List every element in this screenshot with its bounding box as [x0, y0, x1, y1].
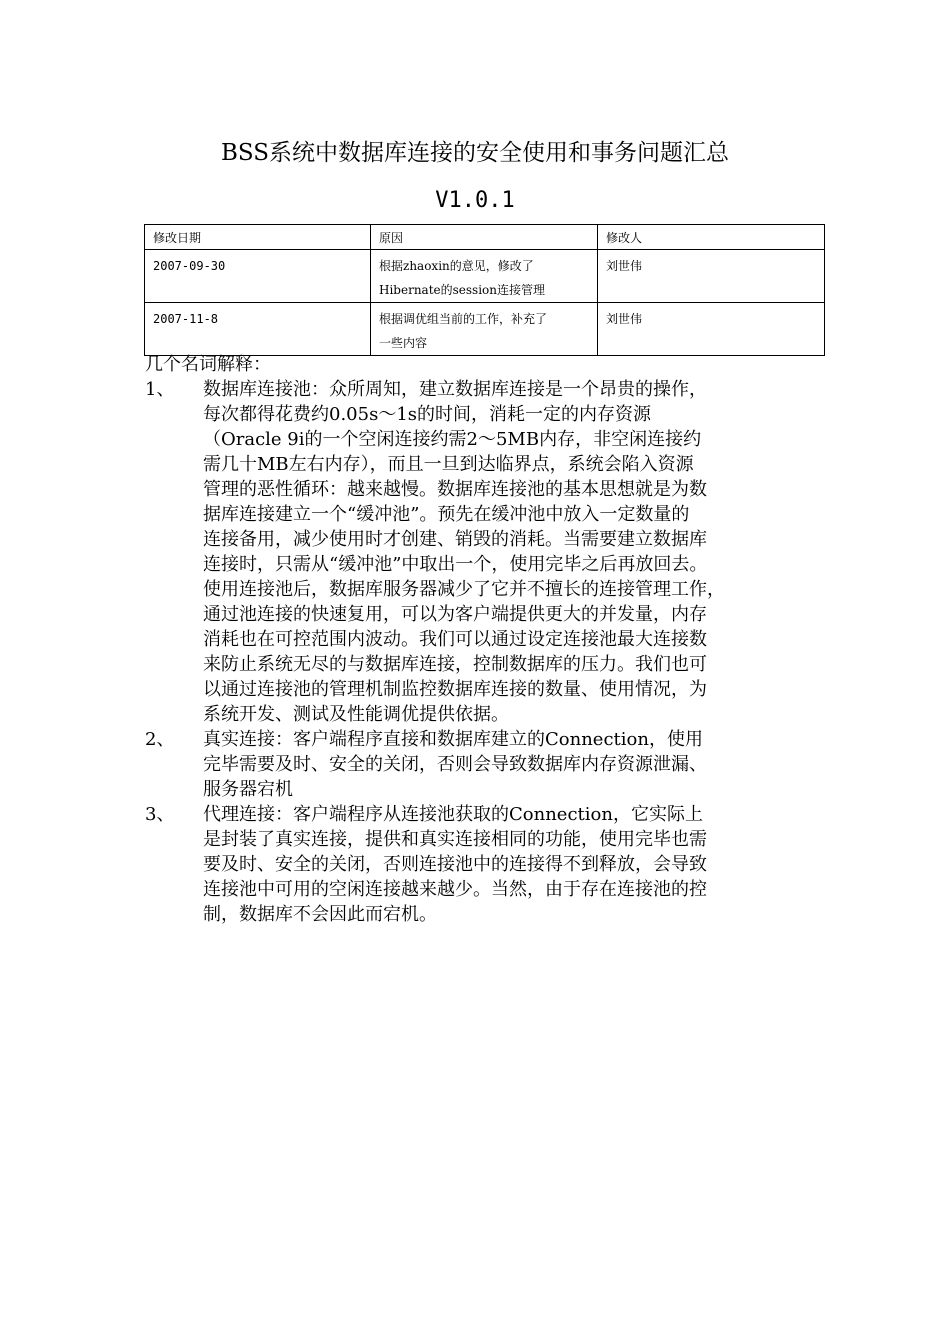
item-line: 来防止系统无尽的与数据库连接，控制数据库的压力。我们也可 — [203, 654, 707, 675]
document-title: BSS系统中数据库连接的安全使用和事务问题汇总 — [220, 140, 729, 166]
item-body — [203, 377, 825, 727]
revision-reason — [371, 303, 598, 356]
revision-date: 2007-09-30 — [145, 250, 371, 303]
item-line: 通过池连接的快速复用，可以为客户端提供更大的并发量，内存 — [203, 604, 707, 625]
table-row — [145, 303, 825, 356]
term-item-proxy-connection — [145, 802, 825, 927]
reason-line: Hibernate的session连接管理 — [379, 283, 545, 297]
item-line: 连接备用，减少使用时才创建、销毁的消耗。当需要建立数据库 — [203, 529, 707, 550]
term-item-connection-pool — [145, 377, 825, 727]
revision-date: 2007-11-8 — [145, 303, 371, 356]
term-item-real-connection — [145, 727, 825, 802]
item-number: 2、 — [145, 729, 175, 750]
revision-reason — [371, 250, 598, 303]
item-number: 1、 — [145, 379, 175, 400]
terms-heading: 几个名词解释： — [145, 354, 271, 375]
item-line: 每次都得花费约0.05s～1s的时间，消耗一定的内存资源 — [203, 404, 652, 425]
item-line: 服务器宕机 — [203, 779, 293, 800]
item-body — [203, 802, 825, 927]
item-body — [203, 727, 825, 802]
item-line: 系统开发、测试及性能调优提供依据。 — [203, 704, 509, 725]
header-author: 修改人 — [598, 225, 825, 250]
document-version: V1.0.1 — [435, 188, 515, 213]
table-header-row — [145, 225, 825, 250]
revision-author: 刘世伟 — [598, 250, 825, 303]
item-line: 以通过连接池的管理机制监控数据库连接的数量、使用情况，为 — [203, 679, 707, 700]
item-line: 连接池中可用的空闲连接越来越少。当然，由于存在连接池的控 — [203, 879, 707, 900]
item-line: 是封装了真实连接，提供和真实连接相同的功能，使用完毕也需 — [203, 829, 707, 850]
header-reason: 原因 — [371, 225, 598, 250]
item-number: 3、 — [145, 804, 175, 825]
revision-author: 刘世伟 — [598, 303, 825, 356]
reason-line: 根据调优组当前的工作，补充了 — [379, 312, 548, 326]
header-date: 修改日期 — [145, 225, 371, 250]
table-row — [145, 250, 825, 303]
item-line: 代理连接：客户端程序从连接池获取的Connection，它实际上 — [203, 804, 703, 825]
revision-table — [144, 224, 825, 356]
item-line: 需几十MB左右内存），而且一旦到达临界点，系统会陷入资源 — [203, 454, 694, 475]
item-line: 制，数据库不会因此而宕机。 — [203, 904, 437, 925]
item-line: 消耗也在可控范围内波动。我们可以通过设定连接池最大连接数 — [203, 629, 707, 650]
item-line: 据库连接建立一个“缓冲池”。预先在缓冲池中放入一定数量的 — [203, 504, 690, 525]
reason-line: 一些内容 — [379, 336, 428, 350]
item-line: 数据库连接池：众所周知，建立数据库连接是一个昂贵的操作， — [203, 379, 707, 400]
item-line: 使用连接池后，数据库服务器减少了它并不擅长的连接管理工作， — [203, 579, 725, 600]
item-line: （Oracle 9i的一个空闲连接约需2～5MB内存，非空闲连接约 — [203, 429, 702, 450]
item-line: 连接时，只需从“缓冲池”中取出一个，使用完毕之后再放回去。 — [203, 554, 708, 575]
item-line: 要及时、安全的关闭，否则连接池中的连接得不到释放，会导致 — [203, 854, 707, 875]
item-line: 真实连接：客户端程序直接和数据库建立的Connection，使用 — [203, 729, 703, 750]
item-line: 管理的恶性循环：越来越慢。数据库连接池的基本思想就是为数 — [203, 479, 707, 500]
reason-line: 根据zhaoxin的意见，修改了 — [379, 259, 534, 273]
item-line: 完毕需要及时、安全的关闭，否则会导致数据库内存资源泄漏、 — [203, 754, 707, 775]
